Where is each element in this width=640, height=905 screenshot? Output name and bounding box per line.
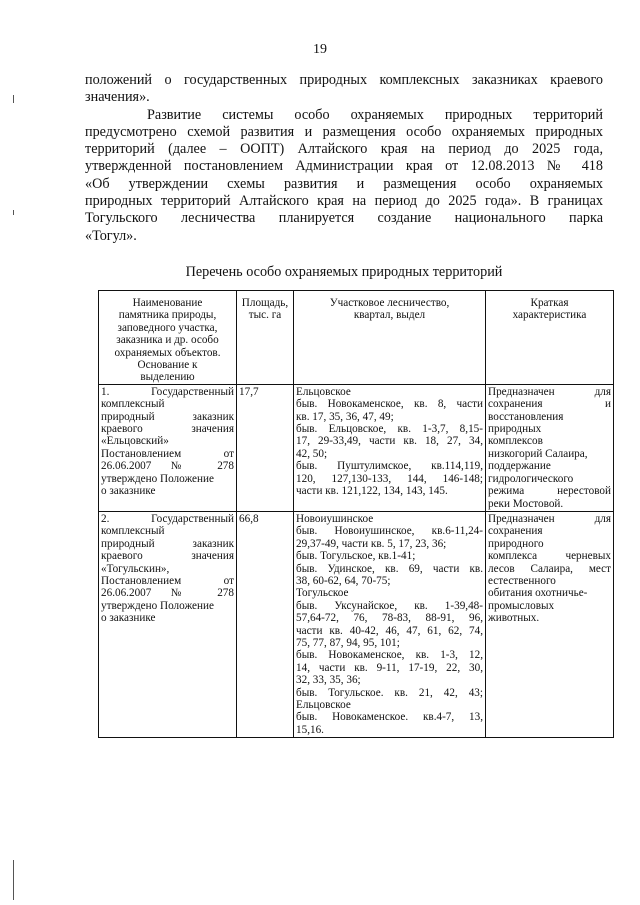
cell-line: быв. Уксунайское, кв. 1-39,48-	[296, 599, 483, 612]
text-line: утвержденной постановлением Администрации края от 12.08.2013 № 418	[85, 158, 603, 175]
header-name	[99, 291, 237, 385]
cell-line: утверждено Положение	[101, 472, 214, 485]
cell-line: 26.06.2007 № 278	[101, 587, 234, 600]
text-line: предусмотрено схемой развития и размещения особо охраняемых природных	[85, 123, 603, 140]
cell-description	[486, 384, 614, 511]
cell-line: комплексный	[101, 398, 165, 411]
cell-line: быв. Ельцовское, кв. 1-3,7, 8,15-	[296, 423, 483, 436]
cell-line: промысловых	[488, 599, 555, 612]
cell-line: естественного	[488, 574, 556, 587]
cell-line: комплекса черневых	[488, 550, 611, 563]
paragraph-2	[85, 107, 603, 245]
text-line: природных территорий Алтайского края на период до 2025 года». В границах	[85, 193, 603, 210]
text-line: «Тогул».	[85, 227, 137, 244]
header-line: Участковое лесничество,	[329, 297, 450, 309]
header-line: Наименование	[132, 297, 203, 309]
cell-line: поддержание	[488, 460, 551, 473]
cell-line: 29,37-49, части кв. 5, 17, 23, 36;	[296, 537, 447, 550]
text-line: Развитие системы особо охраняемых природных территорий	[147, 106, 603, 123]
paragraph-1	[85, 72, 603, 107]
cell-line: краевого значения	[101, 423, 234, 436]
cell-line: 17, 29-33,49, части кв. 18, 27, 34,	[296, 435, 483, 448]
header-line: тыс. га	[248, 309, 282, 322]
body-text	[85, 72, 603, 245]
cell-line: быв. Пуштулимское, кв.114,119,	[296, 460, 483, 473]
cell-line: 42, 50;	[296, 447, 328, 460]
cell-name	[99, 511, 237, 737]
table-title: Перечень особо охраняемых природных территорий	[185, 264, 503, 280]
margin-mark-mid	[13, 210, 14, 215]
page-number: 19	[313, 42, 327, 57]
header-line: памятника природы,	[118, 309, 217, 322]
cell-line: 38, 60-62, 64, 70-75;	[296, 574, 391, 587]
cell-line: 2. Государственный	[101, 512, 234, 525]
cell-forestry	[294, 384, 486, 511]
cell-line: о заказнике	[101, 485, 156, 498]
header-line: Площадь,	[241, 297, 289, 309]
cell-line: 75, 77, 87, 94, 95, 101;	[296, 636, 400, 649]
cell-line: 1. Государственный	[101, 385, 234, 398]
cell-line: части кв. 40-42, 46, 47, 61, 62, 74,	[296, 624, 483, 637]
protected-areas-table	[98, 290, 614, 738]
cell-line: быв. Удинское, кв. 69, части кв.	[296, 562, 483, 575]
text-line: значения».	[85, 89, 150, 106]
cell-line: природный заказник	[101, 537, 234, 550]
cell-line: 32, 33, 35, 36;	[296, 674, 361, 687]
cell-line: 120, 127,130-133, 144, 146-148;	[296, 472, 483, 485]
header-description	[486, 291, 614, 385]
cell-line: природного	[488, 537, 544, 550]
cell-line: быв. Новокаменское, кв. 1-3, 12,	[296, 649, 483, 662]
cell-line: реки Мостовой.	[488, 497, 564, 510]
cell-line: лесов Салаира, мест	[488, 562, 611, 575]
margin-mark-top	[13, 95, 14, 103]
cell-line: быв. Тогульское, кв.1-41;	[296, 550, 416, 563]
text-line: Тогульского лесничества планируется создание национального парка	[85, 210, 603, 227]
cell-line: восстановления	[488, 410, 564, 423]
cell-line: 14, части кв. 9-11, 17-19, 22, 30,	[296, 661, 483, 674]
cell-line: комплексный	[101, 525, 165, 538]
cell-line: сохранения	[488, 525, 543, 538]
cell-line: «Ельцовский»	[101, 435, 169, 448]
text-line: территорий (далее – ООПТ) Алтайского края на период до 2025 года,	[85, 141, 603, 158]
cell-line: быв. Новоиушинское, кв.6-11,24-	[296, 525, 483, 538]
cell-line: быв. Новокаменское. кв.4-7, 13,	[296, 711, 483, 724]
table-row	[99, 384, 614, 511]
cell-line: 57,64-72, 76, 78-83, 88-91, 96,	[296, 612, 483, 625]
margin-mark-bottom	[13, 860, 14, 900]
text-line: «Об утверждении схемы развития и размещения особо охраняемых	[85, 175, 603, 192]
cell-line: животных.	[488, 612, 540, 625]
cell-line: быв. Новокаменское, кв. 8, части	[296, 398, 483, 411]
cell-line: Постановлением от	[101, 447, 234, 460]
cell-line: «Тогульскин»,	[101, 562, 170, 575]
cell-line: природный заказник	[101, 410, 234, 423]
cell-line: 15,16.	[296, 723, 324, 736]
cell-line: комплексов	[488, 435, 543, 448]
cell-area: 66,8	[237, 511, 294, 737]
cell-line: 26.06.2007 № 278	[101, 460, 234, 473]
header-line: заповедного участка,	[117, 321, 218, 334]
header-line: квартал, выдел	[353, 309, 426, 322]
header-area	[237, 291, 294, 385]
cell-line: о заказнике	[101, 612, 156, 625]
cell-line: сохранения и	[488, 398, 611, 411]
table-row	[99, 511, 614, 737]
cell-line: части кв. 121,122, 134, 143, 145.	[296, 485, 448, 498]
cell-line: Постановлением от	[101, 574, 234, 587]
cell-line: Предназначен для	[488, 512, 611, 525]
header-line: охраняемых объектов.	[114, 346, 221, 359]
header-line: Основание к	[137, 359, 198, 372]
header-line: заказника и др. особо	[116, 334, 219, 347]
cell-line: кв. 17, 35, 36, 47, 49;	[296, 410, 394, 423]
cell-line: Ельцовское	[296, 385, 351, 398]
cell-line: обитания охотничье-	[488, 587, 588, 600]
cell-description	[486, 511, 614, 737]
cell-area: 17,7	[237, 384, 294, 511]
header-line: Краткая	[530, 297, 569, 309]
text-line: положений о государственных природных комплексных заказниках краевого	[85, 72, 603, 88]
paragraph-2-lines	[85, 107, 603, 245]
cell-name	[99, 384, 237, 511]
cell-line: Предназначен для	[488, 385, 611, 398]
cell-line: краевого значения	[101, 550, 234, 563]
cell-line: режима нерестовой	[488, 485, 611, 498]
header-forestry	[294, 291, 486, 385]
cell-line: Ельцовское	[296, 699, 351, 711]
paragraph-1-lines	[85, 72, 603, 107]
cell-line: утверждено Положение	[101, 599, 214, 612]
cell-line: низкогорий Салаира,	[488, 447, 588, 460]
table-header-row	[99, 291, 614, 385]
header-line: характеристика	[512, 309, 587, 322]
cell-line: Новоиушинское	[296, 512, 374, 525]
cell-line: быв. Тогульское. кв. 21, 42, 43;	[296, 686, 483, 699]
cell-forestry	[294, 511, 486, 737]
cell-line: природных	[488, 423, 542, 436]
cell-line: Тогульское	[296, 587, 349, 600]
header-line: выделению	[140, 371, 195, 384]
cell-line: гидрологического	[488, 472, 574, 485]
